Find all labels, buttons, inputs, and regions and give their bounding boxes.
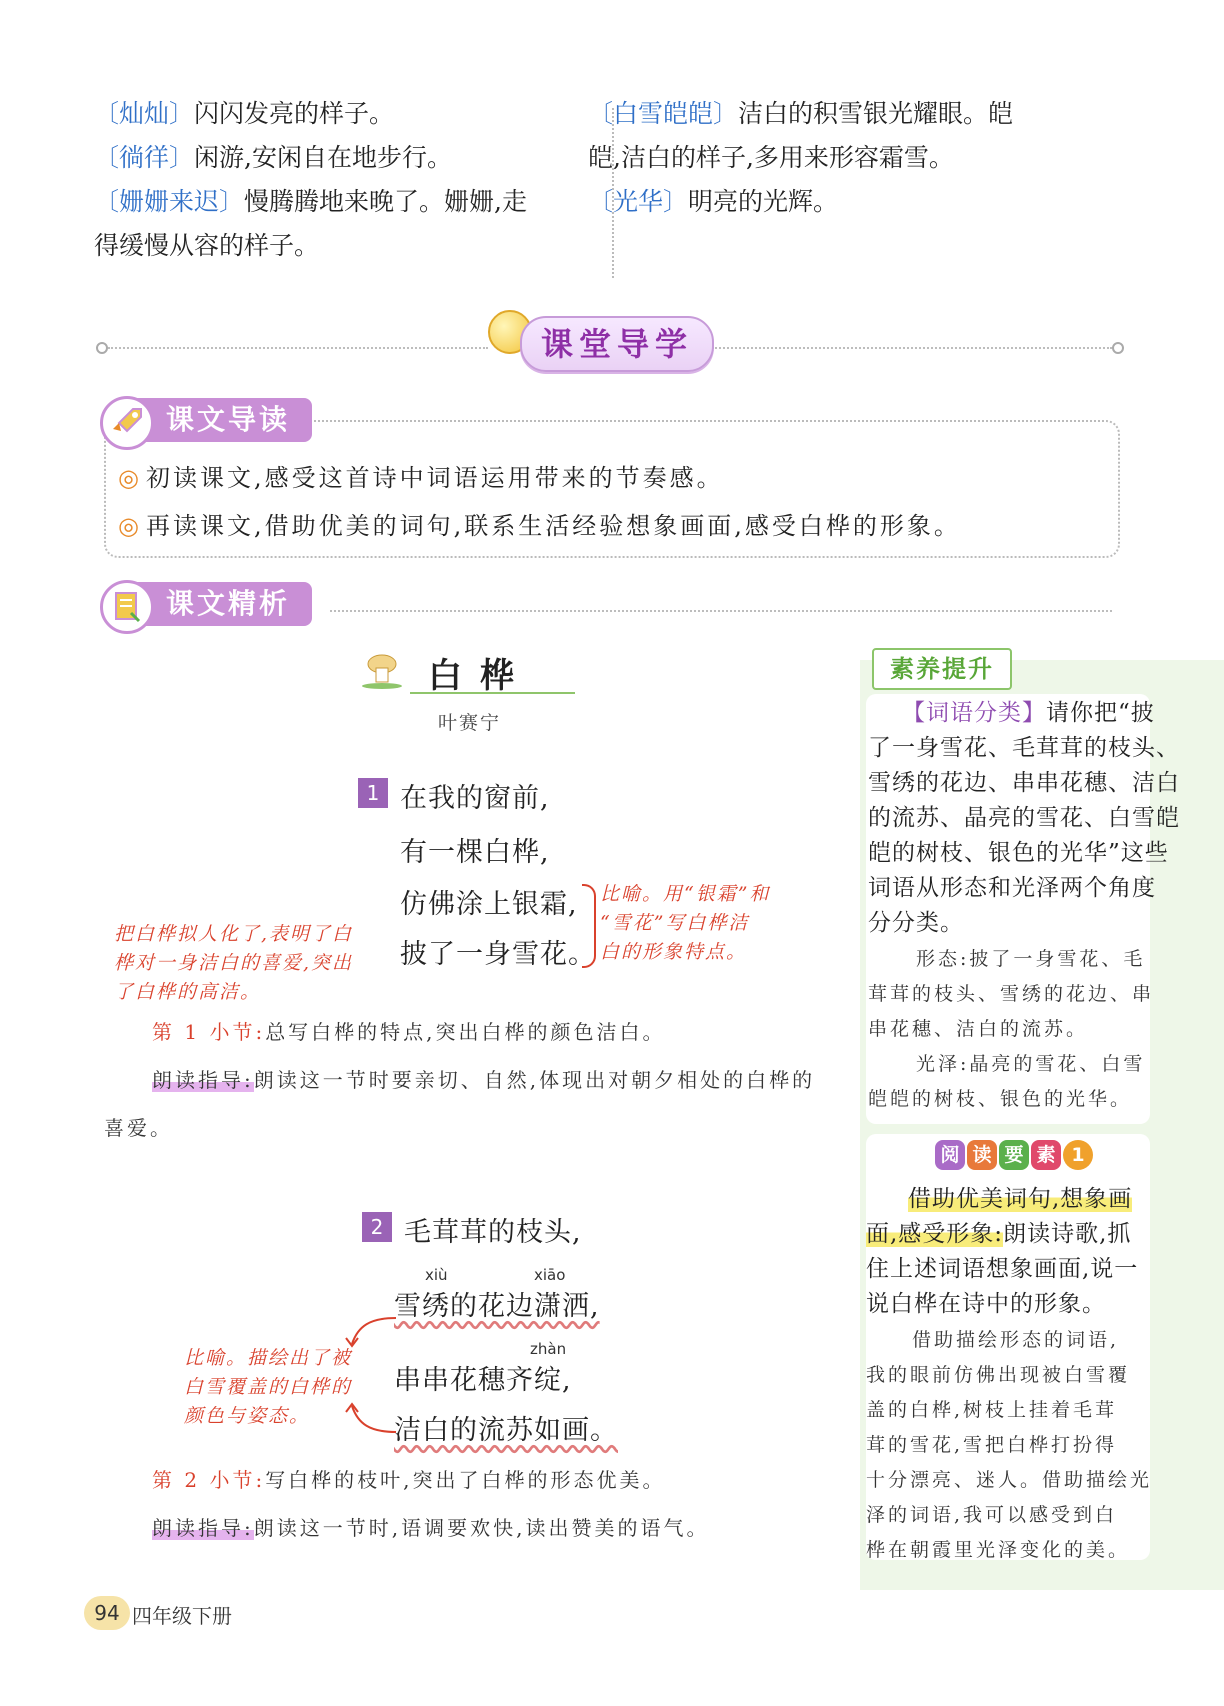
answer-line: 形态:披了一身雪花、毛 [916,948,1146,970]
pinyin-xiu: xiù [425,1266,448,1284]
reading-line: 说白桦在诗中的形象。 [866,1291,1106,1317]
gloss-item-4: 〔白雪皑皑〕洁白的积雪银光耀眼。皑 [588,99,1014,128]
poem-line: 洁白的流苏如画。 [394,1415,618,1446]
annotation-simile-2: 比喻。描绘出了被 白雪覆盖的白桦的 颜色与姿态。 [184,1347,353,1427]
poem-line: 仿佛涂上银霜, [400,889,578,920]
question-line: 皑的树枝、银色的光华”这些 [868,840,1169,866]
stanza-number-2: 2 [362,1212,392,1242]
reading-answer-line: 我的眼前仿佛出现被白雪覆 [866,1364,1131,1386]
poem-line: 串串花穗齐绽, [394,1365,572,1396]
answer-line: 串花穗、洁白的流苏。 [868,1018,1089,1040]
reading-guide-1-cont: 喜爱。 [104,1116,173,1140]
book-title: 四年级下册 [132,1604,232,1628]
reading-element-badge [935,1140,1095,1174]
pinyin-zhan: zhàn [530,1340,567,1358]
question-line: 【词语分类】请你把“披 [902,700,1155,726]
banner-left-line [108,347,488,349]
poem-line: 在我的窗前, [400,783,550,814]
answer-line: 皑皑的树枝、银色的光华。 [868,1088,1133,1110]
analysis-line [330,610,1112,612]
reading-guide-2: 朗读指导:朗读这一节时,语调要欢快,读出赞美的语气。 [152,1516,710,1540]
reading-answer-line: 泽的词语,我可以感受到白 [866,1504,1118,1526]
poem-title: 白桦 [428,656,532,696]
question-line: 词语从形态和光泽两个角度 [868,875,1156,901]
gloss-item-3-cont: 得缓慢从容的样子。 [94,231,320,260]
poem-line: 雪绣的花边潇洒, [394,1291,600,1322]
question-line: 分分类。 [868,910,964,936]
poem-author: 叶赛宁 [438,712,502,734]
banner-right-dot [1112,342,1124,354]
gloss-item-5: 〔光华〕明亮的光辉。 [588,187,839,216]
annotation-brace [582,884,596,968]
title-underline [410,692,575,694]
badge-char: 阅 [935,1140,965,1170]
page-number: 94 [84,1596,130,1630]
banner-left-dot [96,342,108,354]
poem-line: 毛茸茸的枝头, [404,1217,582,1248]
reading-line: 住上述词语想象画面,说一 [866,1256,1139,1282]
badge-number: 1 [1063,1140,1093,1170]
annotation-personify: 把白桦拟人化了,表明了白 桦对一身洁白的喜爱,突出 了白桦的高洁。 [114,923,354,1003]
answer-line: 茸茸的枝头、雪绣的花边、串 [868,983,1155,1005]
notebook-icon [100,580,154,634]
question-line: 的流苏、晶亮的雪花、白雪皑 [868,805,1180,831]
reading-answer-line: 十分漂亮、迷人。借助描绘光 [866,1469,1153,1491]
gloss-item-2: 〔徜徉〕闲游,安闲自在地步行。 [94,143,452,172]
guide-item-1: ◎ 初读课文,感受这首诗中词语运用带来的节奏感。 [118,464,724,492]
badge-char: 要 [999,1140,1029,1170]
reading-guide-1: 朗读指导:朗读这一节时要亲切、自然,体现出对朝夕相处的白桦的 [152,1068,816,1092]
badge-char: 读 [967,1140,997,1170]
answer-line: 光泽:晶亮的雪花、白雪 [916,1053,1146,1075]
rocket-icon [100,396,154,450]
guide-heading: 课文导读 [108,398,312,442]
pinyin-xiao: xiāo [534,1266,566,1284]
gloss-item-3: 〔姗姗来迟〕慢腾腾地来晚了。姗姗,走 [94,187,527,216]
reading-line: 借助优美词句,想象画 [908,1186,1133,1212]
poem-line: 披了一身雪花。 [400,939,596,970]
question-line: 了一身雪花、毛茸茸的枝头、 [868,735,1180,761]
reading-answer-line: 桦在朝霞里光泽变化的美。 [866,1539,1131,1561]
question-line: 雪绣的花边、串串花穗、洁白 [868,770,1180,796]
mushroom-house-icon [360,650,404,694]
reading-answer-line: 盖的白桦,树枝上挂着毛茸 [866,1399,1118,1421]
section-banner: 课堂导学 [520,316,714,372]
sidebar-heading: 素养提升 [872,648,1012,690]
analysis-heading: 课文精析 [108,582,312,626]
reading-answer-line: 借助描绘形态的词语, [912,1329,1120,1351]
reading-answer-line: 茸的雪花,雪把白桦打扮得 [866,1434,1118,1456]
annotation-simile-1: 比喻。用“银霜”和 “雪花”写白桦洁 白的形象特点。 [600,883,771,963]
gloss-item-4-cont: 皑,洁白的样子,多用来形容霜雪。 [588,143,954,172]
stanza2-note: 第 2 小节:写白桦的枝叶,突出了白桦的形态优美。 [152,1468,666,1492]
banner-right-line [712,347,1112,349]
stanza1-note: 第 1 小节:总写白桦的特点,突出白桦的颜色洁白。 [152,1020,666,1044]
gloss-item-1: 〔灿灿〕闪闪发亮的样子。 [94,99,395,128]
reading-line: 面,感受形象:朗读诗歌,抓 [866,1221,1132,1247]
badge-char: 素 [1031,1140,1061,1170]
guide-item-2: ◎ 再读课文,借助优美的词句,联系生活经验想象画面,感受白桦的形象。 [118,512,961,540]
stanza-number-1: 1 [358,778,388,808]
poem-line: 有一棵白桦, [400,837,550,868]
